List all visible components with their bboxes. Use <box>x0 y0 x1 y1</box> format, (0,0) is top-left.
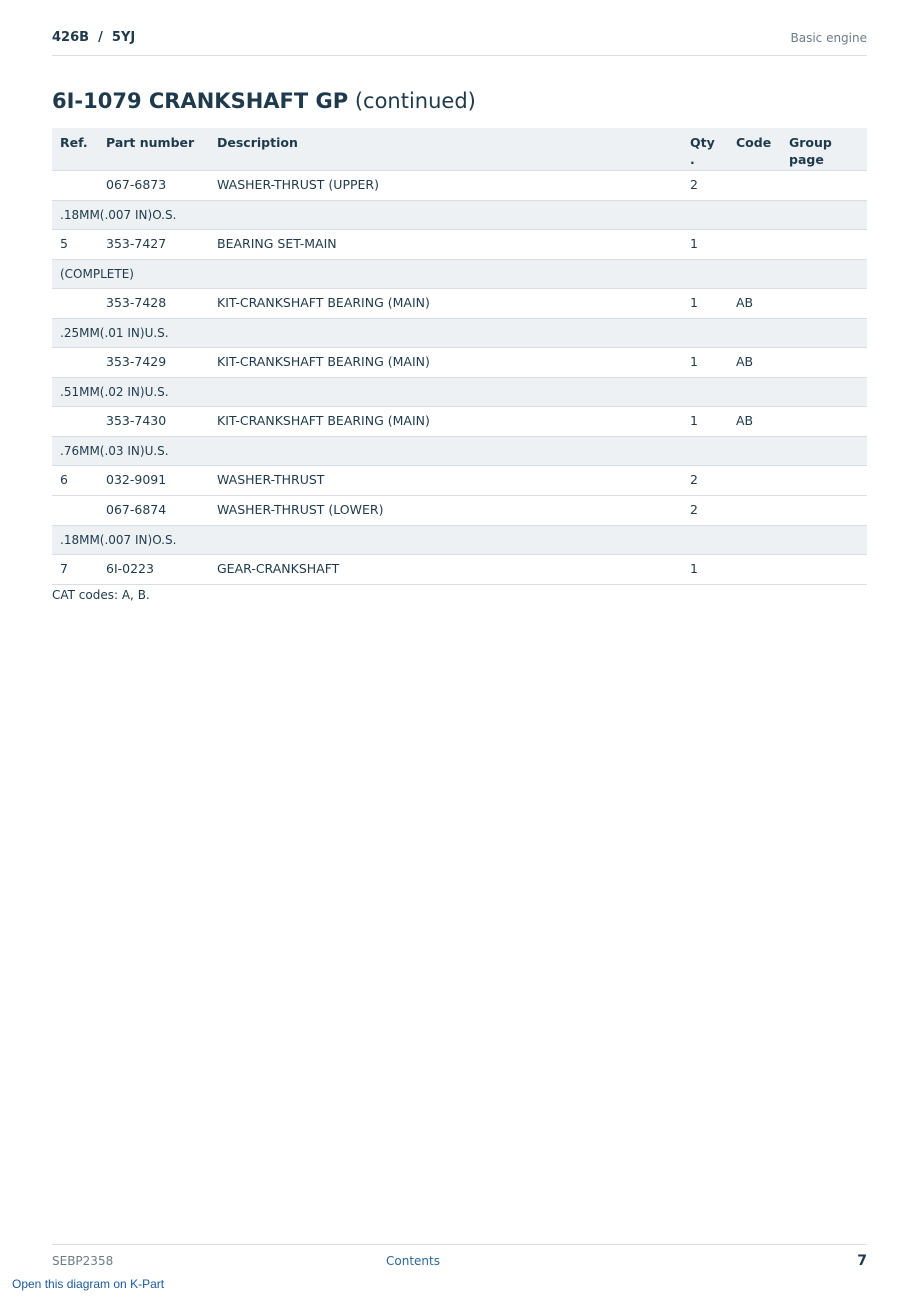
col-header-ref: Ref. <box>52 128 98 170</box>
title-suffix: (continued) <box>354 89 476 113</box>
table-row <box>52 347 867 377</box>
part-number: 6I-0223 <box>98 554 209 584</box>
part-code <box>728 465 781 495</box>
part-qty: 1 <box>682 288 728 318</box>
part-qty: 1 <box>682 406 728 436</box>
part-number: 353-7430 <box>98 406 209 436</box>
document-id: SEBP2358 <box>52 1254 114 1268</box>
part-description: WASHER-THRUST <box>209 465 682 495</box>
part-code <box>728 229 781 259</box>
part-ref <box>52 495 98 525</box>
table-note-row <box>52 525 867 554</box>
part-code <box>728 170 781 200</box>
part-description: KIT-CRANKSHAFT BEARING (MAIN) <box>209 406 682 436</box>
part-note: (COMPLETE) <box>52 259 867 288</box>
part-description: GEAR-CRANKSHAFT <box>209 554 682 584</box>
table-row <box>52 229 867 259</box>
part-note: .51MM(.02 IN)U.S. <box>52 377 867 406</box>
part-code: AB <box>728 406 781 436</box>
table-header-row <box>52 128 867 170</box>
part-qty: 1 <box>682 554 728 584</box>
part-code <box>728 554 781 584</box>
part-number: 032-9091 <box>98 465 209 495</box>
part-ref: 7 <box>52 554 98 584</box>
part-number: 353-7429 <box>98 347 209 377</box>
table-row <box>52 495 867 525</box>
part-description: WASHER-THRUST (LOWER) <box>209 495 682 525</box>
part-qty: 1 <box>682 229 728 259</box>
col-header-description: Description <box>209 128 682 170</box>
section-label: Basic engine <box>790 31 867 45</box>
part-note: .25MM(.01 IN)U.S. <box>52 318 867 347</box>
part-ref <box>52 288 98 318</box>
part-number: 067-6874 <box>98 495 209 525</box>
table-note-row <box>52 377 867 406</box>
part-description: BEARING SET-MAIN <box>209 229 682 259</box>
part-code: AB <box>728 288 781 318</box>
table-note-row <box>52 318 867 347</box>
part-description: KIT-CRANKSHAFT BEARING (MAIN) <box>209 288 682 318</box>
page-footer <box>52 1244 867 1275</box>
col-header-qty: Qty . <box>682 128 728 170</box>
part-note: .18MM(.007 IN)O.S. <box>52 200 867 229</box>
part-number: 353-7427 <box>98 229 209 259</box>
page-header <box>52 29 867 56</box>
part-note: .76MM(.03 IN)U.S. <box>52 436 867 465</box>
col-header-code: Code <box>728 128 781 170</box>
part-ref <box>52 170 98 200</box>
part-qty: 2 <box>682 465 728 495</box>
table-row <box>52 554 867 584</box>
table-note-row <box>52 200 867 229</box>
page-number: 7 <box>857 1253 867 1269</box>
part-ref <box>52 406 98 436</box>
parts-table-body <box>52 170 867 584</box>
part-qty: 2 <box>682 495 728 525</box>
part-code: AB <box>728 347 781 377</box>
part-qty: 1 <box>682 347 728 377</box>
table-note-row <box>52 259 867 288</box>
part-group-page <box>781 554 867 584</box>
part-group-page <box>781 170 867 200</box>
table-row <box>52 288 867 318</box>
table-row <box>52 465 867 495</box>
part-group-page <box>781 406 867 436</box>
document-page <box>52 0 867 1300</box>
part-note: .18MM(.007 IN)O.S. <box>52 525 867 554</box>
table-note-row <box>52 436 867 465</box>
part-code <box>728 495 781 525</box>
part-group-page <box>781 495 867 525</box>
part-ref: 5 <box>52 229 98 259</box>
model-label: 426B / 5YJ <box>52 30 136 45</box>
part-number: 067-6873 <box>98 170 209 200</box>
part-ref: 6 <box>52 465 98 495</box>
part-group-page <box>781 288 867 318</box>
page-title <box>52 89 476 113</box>
part-group-page <box>781 465 867 495</box>
contents-link[interactable]: Contents <box>386 1254 440 1268</box>
part-number: 353-7428 <box>98 288 209 318</box>
part-description: WASHER-THRUST (UPPER) <box>209 170 682 200</box>
table-row <box>52 406 867 436</box>
open-diagram-link[interactable]: Open this diagram on K-Part <box>12 1277 165 1291</box>
col-header-part-number: Part number <box>98 128 209 170</box>
cat-codes-note: CAT codes: A, B. <box>52 588 150 602</box>
parts-table <box>52 128 867 585</box>
part-group-page <box>781 347 867 377</box>
part-qty: 2 <box>682 170 728 200</box>
col-header-group-page: Group page <box>781 128 867 170</box>
table-row <box>52 170 867 200</box>
part-group-page <box>781 229 867 259</box>
part-ref <box>52 347 98 377</box>
part-group-title: 6I-1079 CRANKSHAFT GP <box>52 89 349 113</box>
part-description: KIT-CRANKSHAFT BEARING (MAIN) <box>209 347 682 377</box>
